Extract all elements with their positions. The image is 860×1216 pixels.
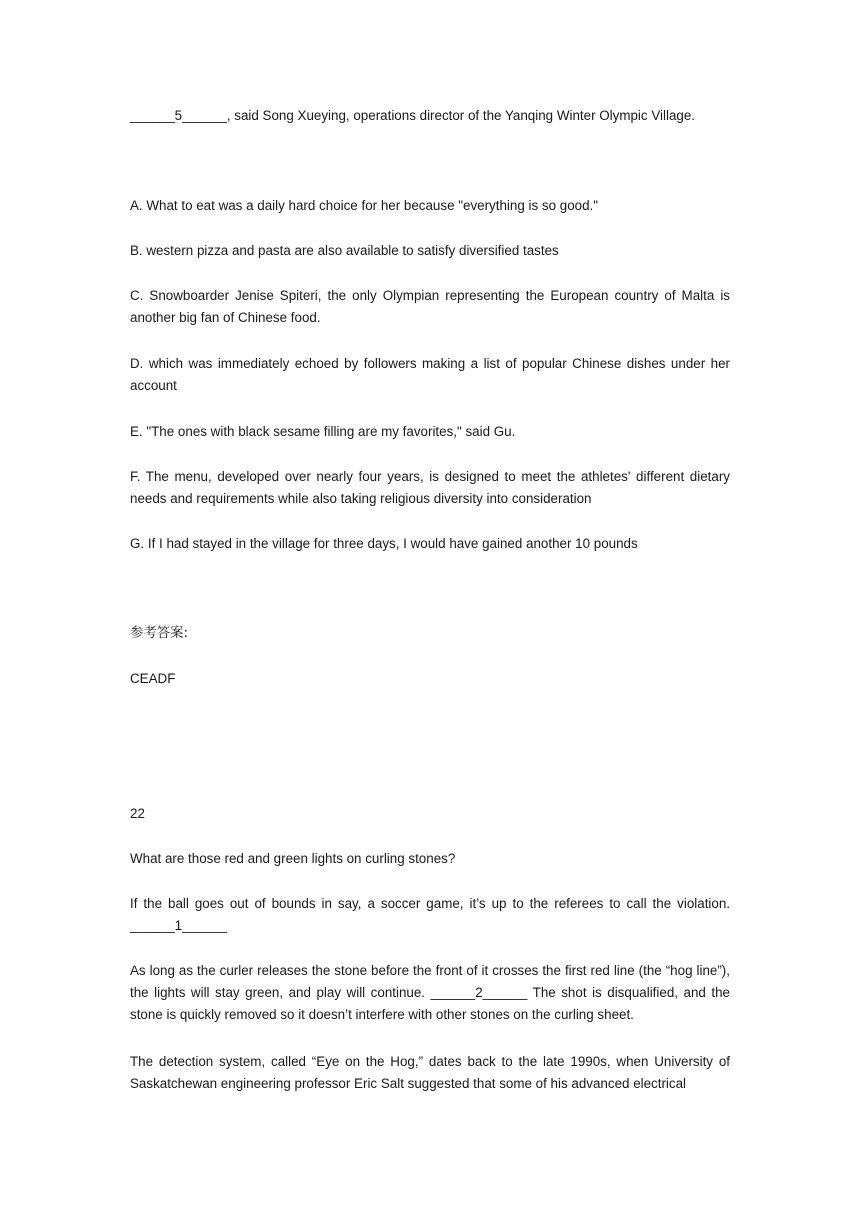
paragraph-2: As long as the curler releases the stone before the front of it crosses the first red line (the “hog line”), the lights will stay green, and play will continue. ______2______ The shot is disqualified, and the stone is quickly removed so it doesn’t interfere with other stones on the curling sheet. xyxy=(130,963,730,1022)
option-g: G. If I had stayed in the village for three days, I would have gained another 10 pounds xyxy=(130,536,638,551)
option-c: C. Snowboarder Jenise Spiteri, the only Olympian representing the European country of Malta is another big fan of Chinese food. xyxy=(130,288,730,325)
option-a: A. What to eat was a daily hard choice for her because "everything is so good." xyxy=(130,198,599,213)
paragraph-3: The detection system, called “Eye on the Hog,” dates back to the late 1990s, when University of Saskatchewan engineering professor Eric Salt suggested that some of his advanced electrical xyxy=(130,1054,730,1091)
passage-line-5: ______5______, said Song Xueying, operations director of the Yanqing Winter Olympic Village. xyxy=(130,108,696,123)
option-b: B. western pizza and pasta are also available to satisfy diversified tastes xyxy=(130,243,559,258)
option-e: E. "The ones with black sesame filling are my favorites," said Gu. xyxy=(130,424,516,439)
option-f: F. The menu, developed over nearly four years, is designed to meet the athletes' different dietary needs and requirements while also taking religious diversity into consideration xyxy=(130,469,730,506)
paragraph-1: If the ball goes out of bounds in say, a soccer game, it’s up to the referees to call the violation. ______1______ xyxy=(130,896,730,933)
question-number: 22 xyxy=(130,806,145,821)
answer-label: 参考答案: xyxy=(130,626,189,641)
question-title: What are those red and green lights on curling stones? xyxy=(130,851,456,866)
answer-value: CEADF xyxy=(130,671,176,686)
option-d: D. which was immediately echoed by followers making a list of popular Chinese dishes under her account xyxy=(130,356,730,393)
